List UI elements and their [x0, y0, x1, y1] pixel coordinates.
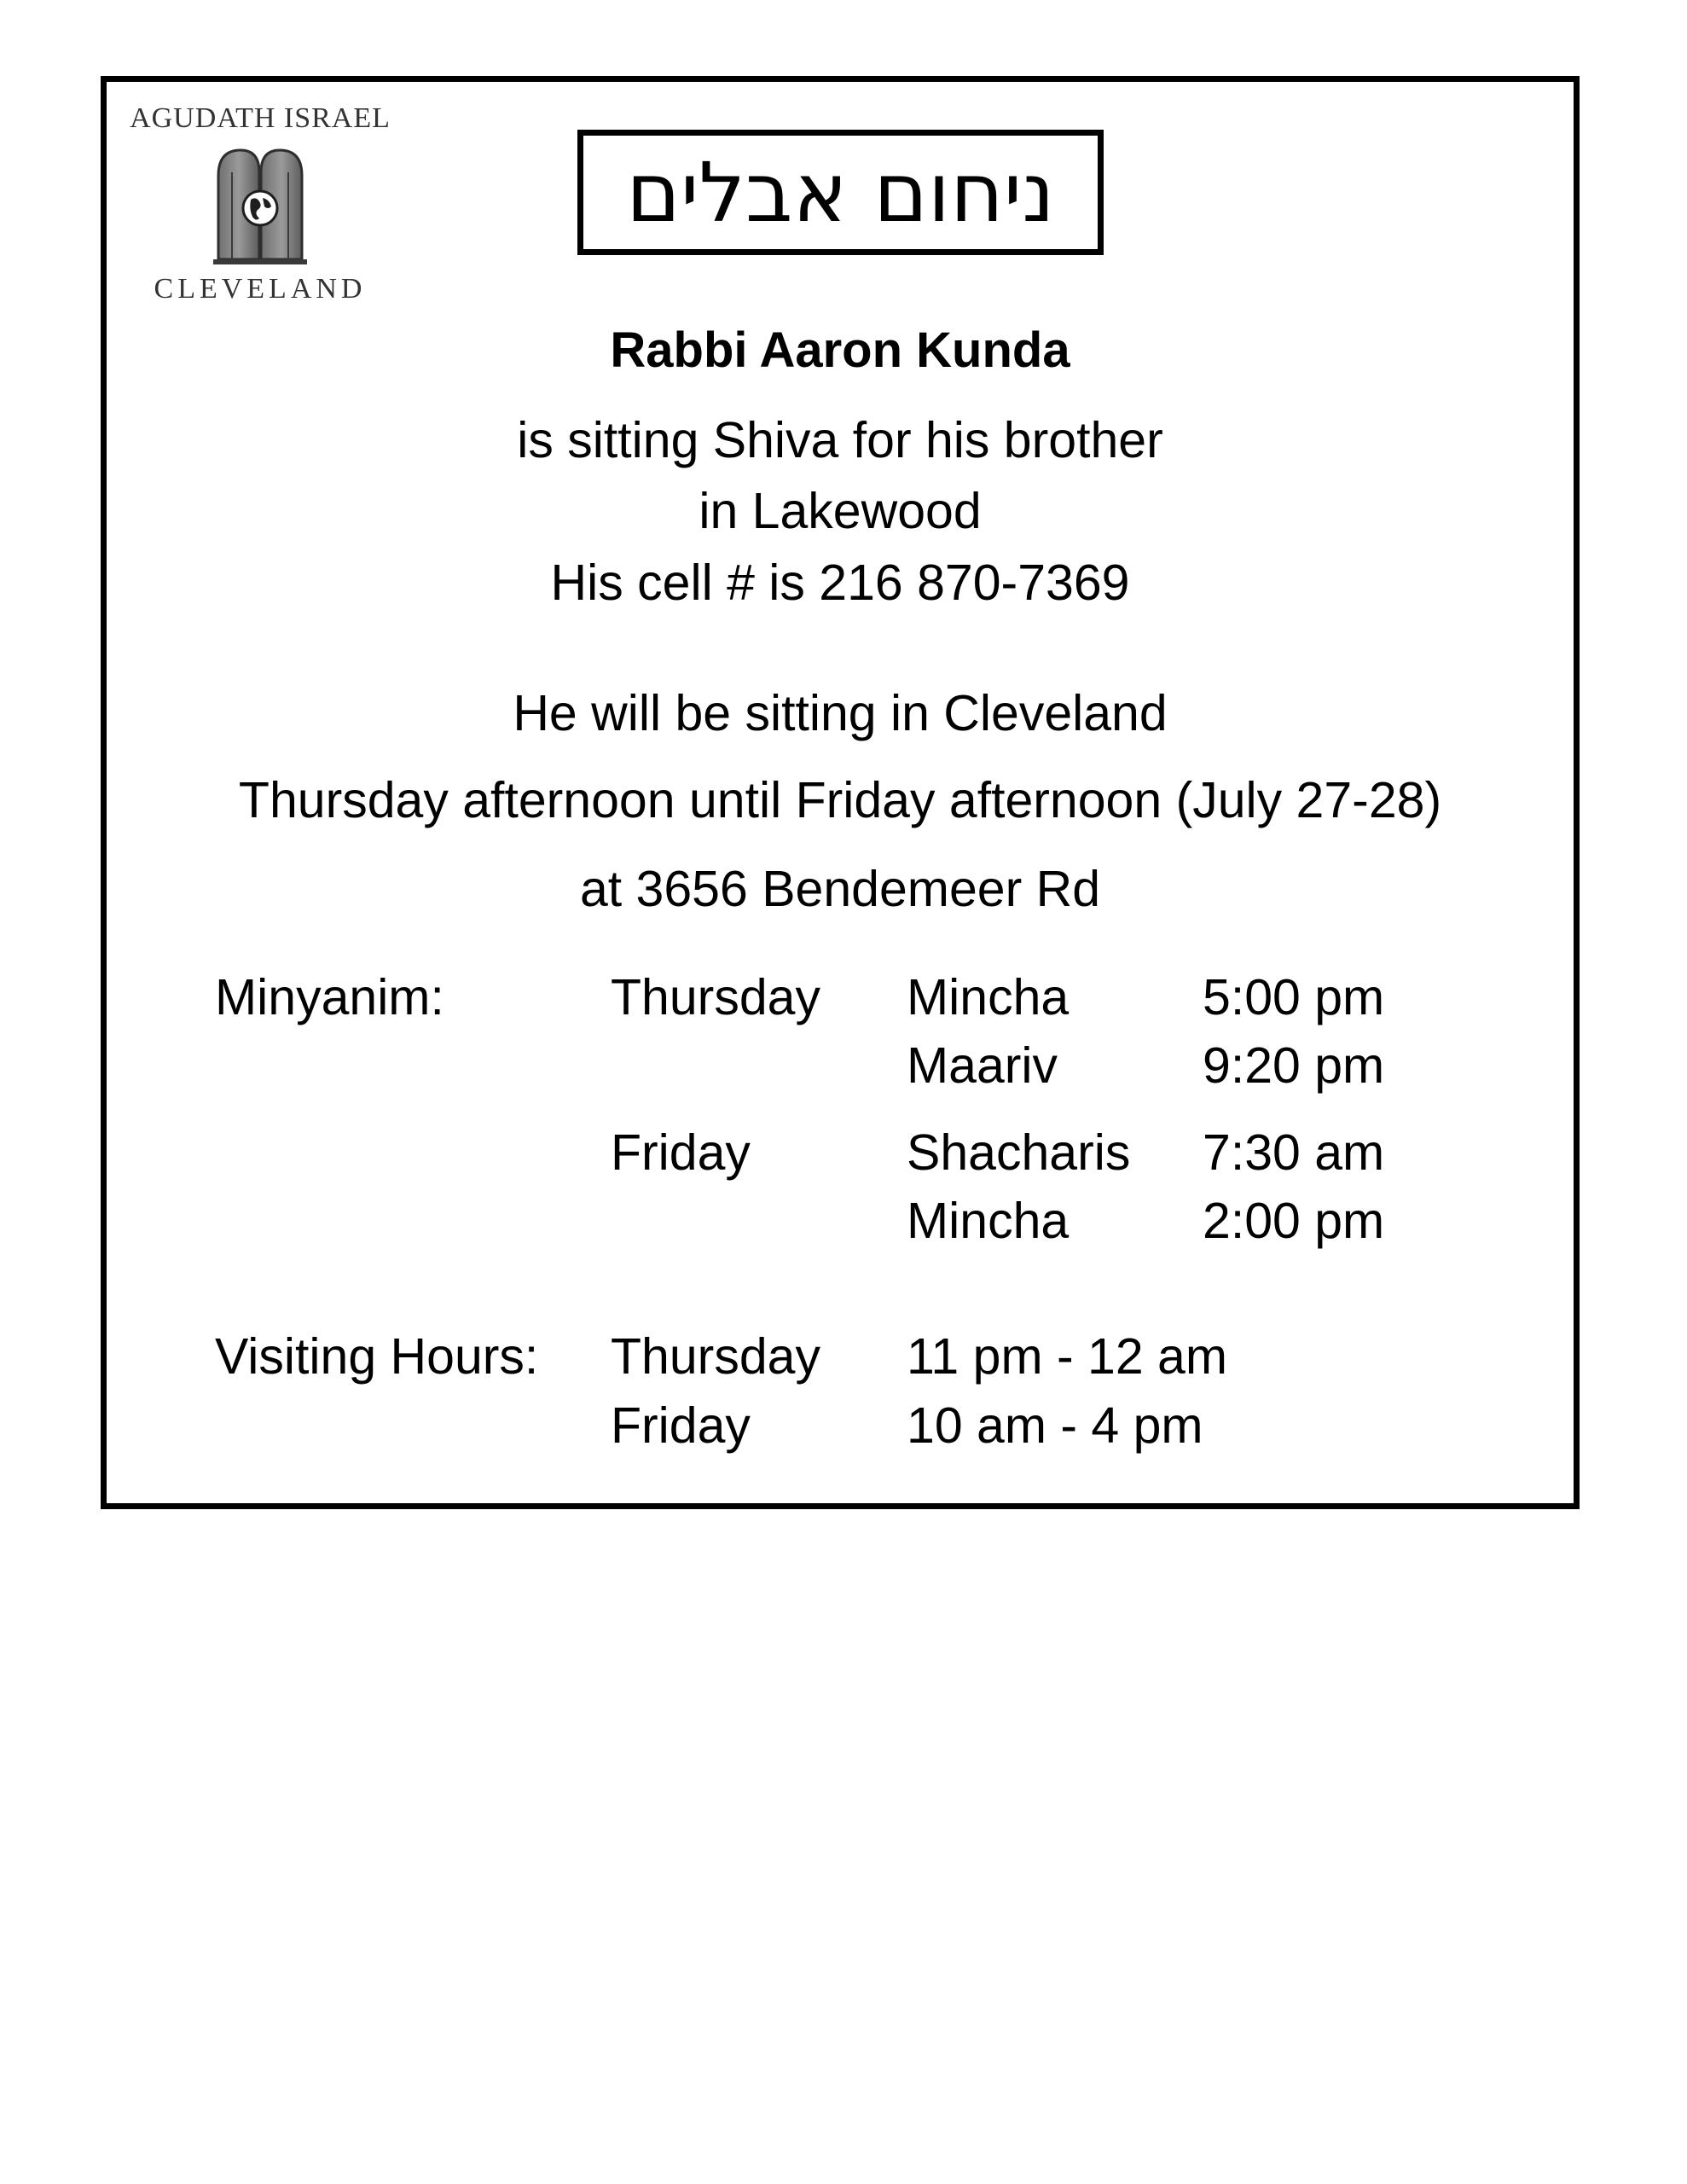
minyanim-thursday-day: Thursday	[611, 969, 820, 1025]
tablets-globe-emblem-icon	[212, 147, 309, 266]
thursday-time-2: 9:20 pm	[1203, 1037, 1385, 1094]
visiting-hours-1: 11 pm - 12 am	[907, 1328, 1228, 1385]
friday-time-1: 7:30 am	[1203, 1124, 1385, 1181]
hebrew-title: ניחום אבלים	[626, 144, 1055, 241]
friday-prayer-1: Shacharis	[907, 1124, 1131, 1181]
friday-prayer-2: Mincha	[907, 1193, 1070, 1249]
address-line: at 3656 Bendemeer Rd	[579, 861, 1101, 917]
thursday-prayer-2: Maariv	[907, 1037, 1058, 1094]
visiting-day-1: Thursday	[611, 1328, 820, 1385]
dates-line: Thursday afternoon until Friday afternoon (July 27-28)	[238, 772, 1442, 828]
minyanim-label: Minyanim:	[215, 969, 444, 1025]
visiting-hours-label: Visiting Hours:	[215, 1328, 539, 1385]
logo-bottom-text: CLEVELAND	[154, 273, 367, 305]
person-name: Rabbi Aaron Kunda	[610, 322, 1070, 378]
sitting-line: is sitting Shiva for his brother	[517, 412, 1163, 468]
location-line: in Lakewood	[699, 483, 982, 539]
thursday-prayer-1: Mincha	[907, 969, 1070, 1025]
cleveland-line: He will be sitting in Cleveland	[513, 685, 1168, 741]
agudath-israel-logo	[128, 101, 392, 314]
visiting-day-2: Friday	[611, 1397, 751, 1454]
thursday-time-1: 5:00 pm	[1203, 969, 1385, 1025]
minyanim-friday-day: Friday	[611, 1124, 751, 1181]
friday-time-2: 2:00 pm	[1203, 1193, 1385, 1249]
visiting-hours-2: 10 am - 4 pm	[907, 1397, 1203, 1454]
hebrew-title-box	[577, 130, 1104, 255]
cell-line: His cell # is 216 870-7369	[550, 555, 1130, 611]
logo-top-text: AGUDATH ISRAEL	[130, 102, 391, 134]
